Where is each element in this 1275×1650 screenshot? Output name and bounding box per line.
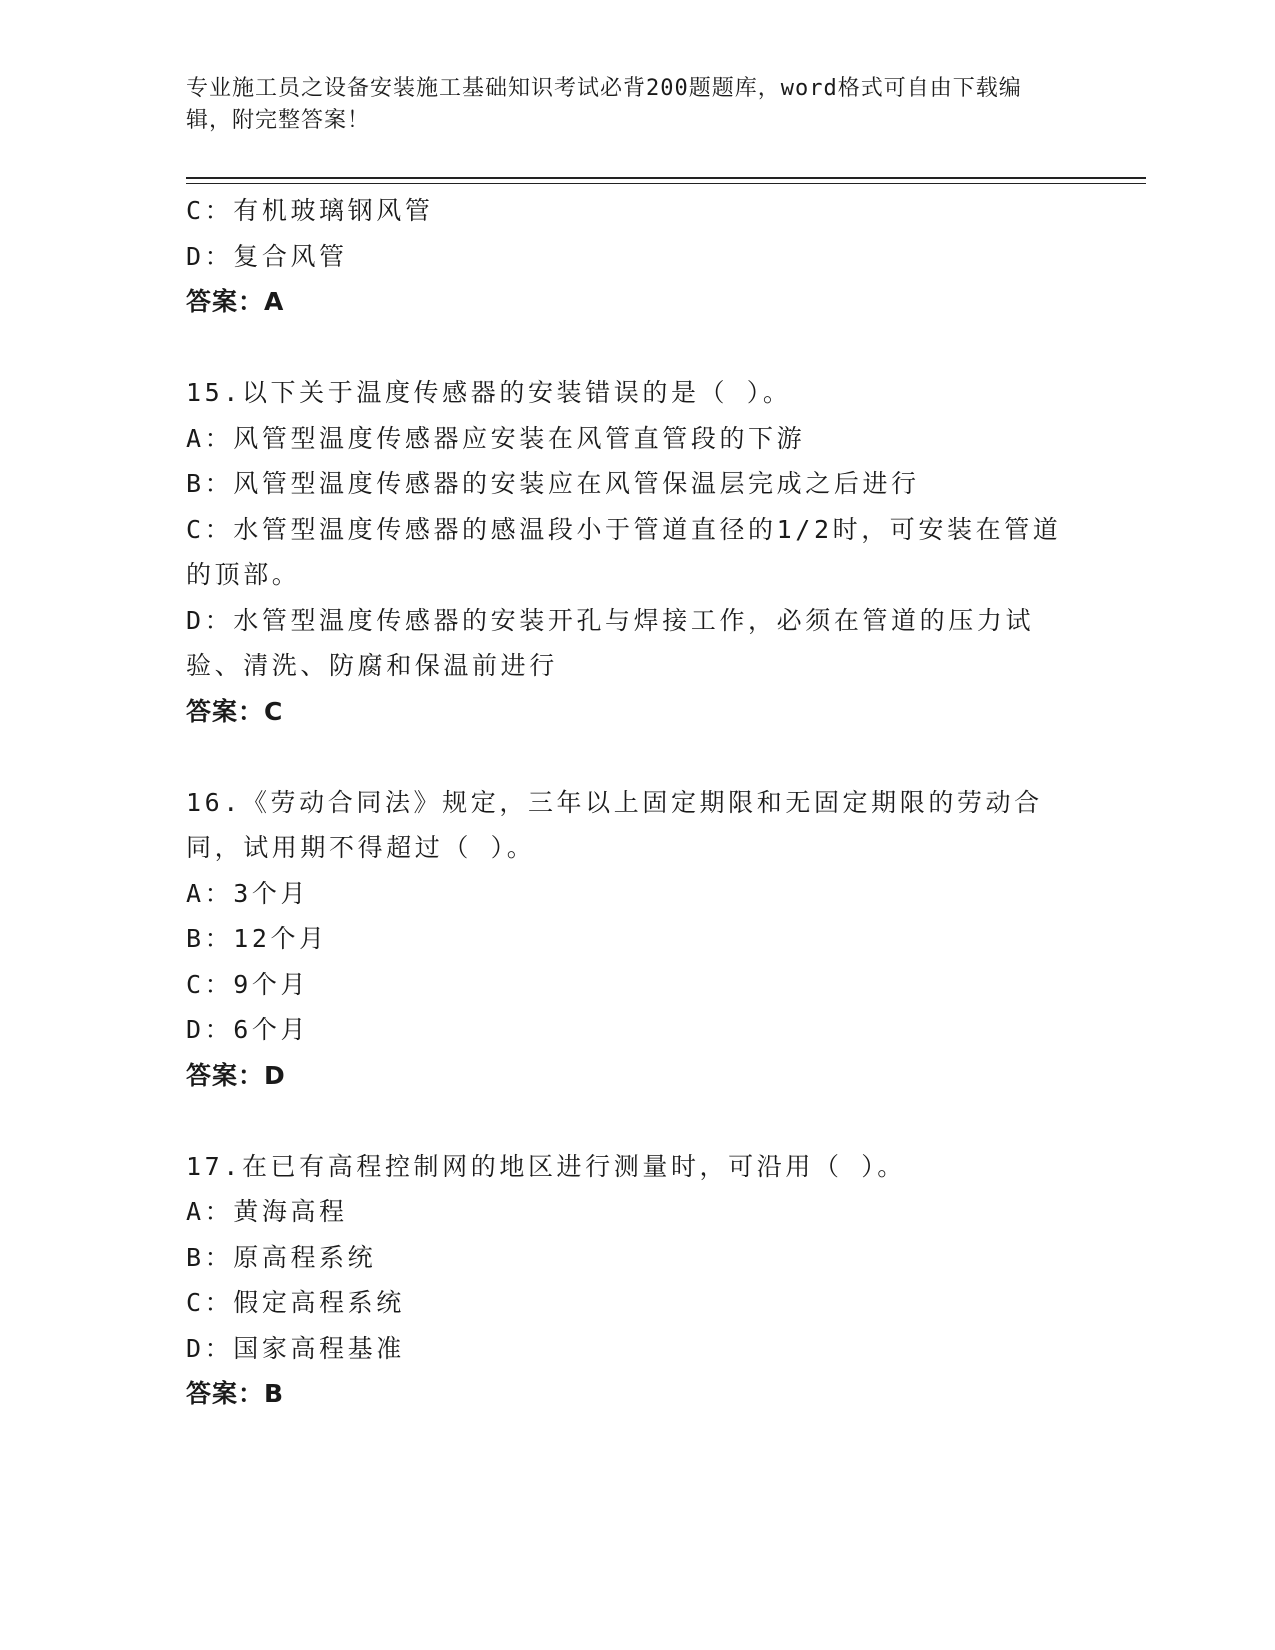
- answer-line: 答案：A: [186, 287, 285, 316]
- question-stem: 16.《劳动合同法》规定，三年以上固定期限和无固定期限的劳动合同，试用期不得超过（ ）。: [186, 787, 1043, 862]
- question-17: [186, 1144, 1066, 1417]
- page-header: 专业施工员之设备安装施工基础知识考试必背200题题库，word格式可自由下载编辑，附完整答案！: [186, 76, 1022, 133]
- option-b: B：12个月: [186, 924, 328, 953]
- option-a: A：风管型温度传感器应安装在风管直管段的下游: [186, 423, 806, 453]
- option-d: D：国家高程基准: [186, 1333, 405, 1363]
- question-15: [186, 370, 1066, 734]
- option-d: D：水管型温度传感器的安装开孔与焊接工作，必须在管道的压力试验、清洗、防腐和保温前进行: [186, 605, 1035, 680]
- option-c: C：水管型温度传感器的感温段小于管道直径的1/2时，可安装在管道的顶部。: [186, 514, 1062, 589]
- option-b: B：原高程系统: [186, 1242, 377, 1272]
- option-a: A：3个月: [186, 878, 310, 908]
- option-c: C：9个月: [186, 969, 310, 999]
- option-d: D：6个月: [186, 1015, 310, 1044]
- answer-line: 答案：C: [186, 696, 284, 726]
- question-stem: 15.以下关于温度传感器的安装错误的是（ ）。: [186, 378, 792, 407]
- option-d: D：复合风管: [186, 241, 348, 271]
- question-stem: 17.在已有高程控制网的地区进行测量时，可沿用（ ）。: [186, 1151, 906, 1181]
- option-a: A：黄海高程: [186, 1197, 348, 1226]
- question-16: [186, 780, 1066, 1099]
- header-divider-thin: [186, 183, 1146, 184]
- spacer: [186, 1098, 1066, 1144]
- answer-line: 答案：B: [186, 1379, 285, 1408]
- question-list: [186, 188, 1066, 1417]
- option-c: C：假定高程系统: [186, 1288, 405, 1317]
- option-c: C：有机玻璃钢风管: [186, 196, 434, 225]
- option-b: B：风管型温度传感器的安装应在风管保温层完成之后进行: [186, 469, 920, 498]
- answer-line: 答案：D: [186, 1060, 286, 1090]
- spacer: [186, 325, 1066, 371]
- spacer: [186, 734, 1066, 780]
- question-14-tail: [186, 188, 1066, 325]
- header-divider-thick: [186, 177, 1146, 179]
